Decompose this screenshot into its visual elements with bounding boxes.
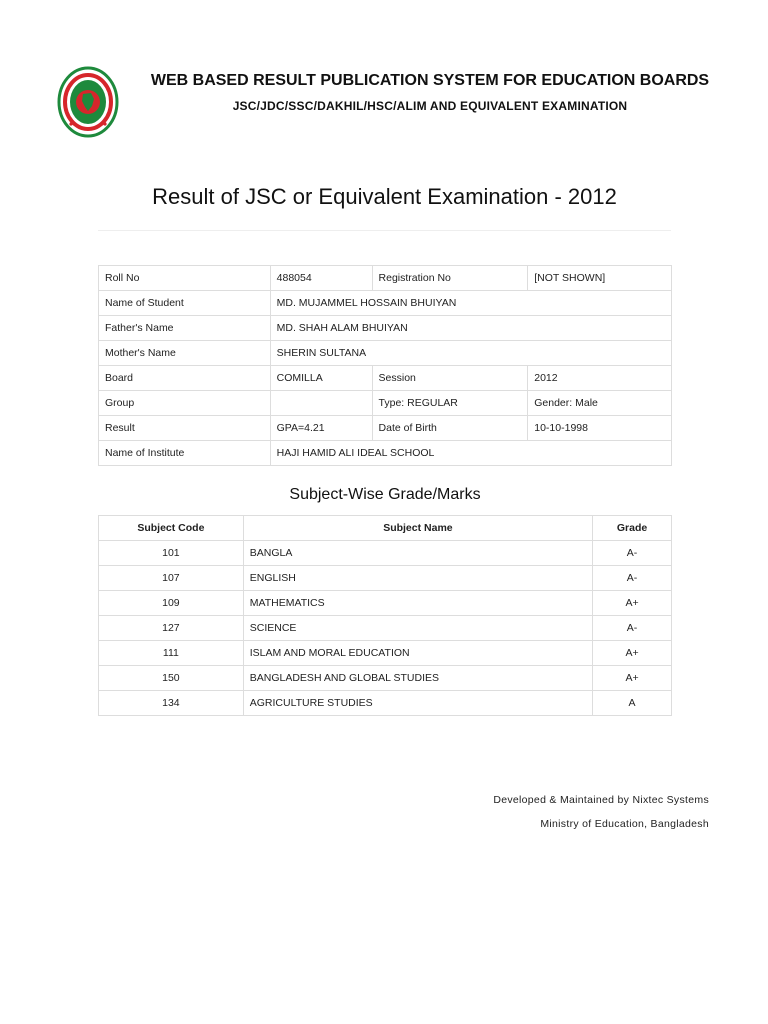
bangladesh-government-seal-icon bbox=[57, 66, 119, 138]
table-row bbox=[99, 366, 672, 391]
developer-credit: Developed & Maintained by Nixtec Systems bbox=[493, 794, 709, 806]
table-row bbox=[99, 416, 672, 441]
registration-value: [NOT SHOWN] bbox=[528, 266, 672, 291]
table-row bbox=[99, 291, 672, 316]
column-header-grade: Grade bbox=[593, 516, 672, 541]
session-value: 2012 bbox=[528, 366, 672, 391]
table-row bbox=[99, 566, 672, 591]
subject-code: 109 bbox=[99, 591, 244, 616]
father-name-label: Father's Name bbox=[99, 316, 271, 341]
institute-label: Name of Institute bbox=[99, 441, 271, 466]
divider bbox=[98, 230, 671, 231]
result-label: Result bbox=[99, 416, 271, 441]
table-row bbox=[99, 441, 672, 466]
site-title: WEB BASED RESULT PUBLICATION SYSTEM FOR EDUCATION BOARDS bbox=[150, 72, 710, 89]
page-header bbox=[0, 0, 768, 150]
subject-grade: A+ bbox=[593, 666, 672, 691]
subject-grade: A- bbox=[593, 616, 672, 641]
dob-value: 10-10-1998 bbox=[528, 416, 672, 441]
table-row bbox=[99, 591, 672, 616]
subject-name: BANGLADESH AND GLOBAL STUDIES bbox=[243, 666, 592, 691]
institute-value: HAJI HAMID ALI IDEAL SCHOOL bbox=[270, 441, 671, 466]
roll-value: 488054 bbox=[270, 266, 372, 291]
student-name-label: Name of Student bbox=[99, 291, 271, 316]
table-row bbox=[99, 341, 672, 366]
subject-grade: A- bbox=[593, 541, 672, 566]
result-value: GPA=4.21 bbox=[270, 416, 372, 441]
roll-label: Roll No bbox=[99, 266, 271, 291]
subject-name: ISLAM AND MORAL EDUCATION bbox=[243, 641, 592, 666]
table-row bbox=[99, 616, 672, 641]
subject-code: 150 bbox=[99, 666, 244, 691]
table-row bbox=[99, 666, 672, 691]
table-row bbox=[99, 266, 672, 291]
subject-code: 111 bbox=[99, 641, 244, 666]
board-label: Board bbox=[99, 366, 271, 391]
type-value: Type: REGULAR bbox=[372, 391, 528, 416]
registration-label: Registration No bbox=[372, 266, 528, 291]
subject-name: BANGLA bbox=[243, 541, 592, 566]
site-subtitle: JSC/JDC/SSC/DAKHIL/HSC/ALIM AND EQUIVALENT EXAMINATION bbox=[232, 99, 628, 113]
subject-code: 127 bbox=[99, 616, 244, 641]
group-label: Group bbox=[99, 391, 271, 416]
subject-code: 107 bbox=[99, 566, 244, 591]
table-row bbox=[99, 691, 672, 716]
subject-name: MATHEMATICS bbox=[243, 591, 592, 616]
mother-name-value: SHERIN SULTANA bbox=[270, 341, 671, 366]
table-row bbox=[99, 316, 672, 341]
group-value bbox=[270, 391, 372, 416]
column-header-subject-name: Subject Name bbox=[243, 516, 592, 541]
subject-grade: A- bbox=[593, 566, 672, 591]
subject-grade: A+ bbox=[593, 641, 672, 666]
subject-grade: A bbox=[593, 691, 672, 716]
table-row bbox=[99, 391, 672, 416]
board-value: COMILLA bbox=[270, 366, 372, 391]
grades-table bbox=[98, 515, 672, 716]
subject-code: 134 bbox=[99, 691, 244, 716]
subject-name: ENGLISH bbox=[243, 566, 592, 591]
subject-code: 101 bbox=[99, 541, 244, 566]
student-info-table bbox=[98, 265, 672, 466]
father-name-value: MD. SHAH ALAM BHUIYAN bbox=[270, 316, 671, 341]
subject-grade: A+ bbox=[593, 591, 672, 616]
mother-name-label: Mother's Name bbox=[99, 341, 271, 366]
session-label: Session bbox=[372, 366, 528, 391]
column-header-subject-code: Subject Code bbox=[99, 516, 244, 541]
student-name-value: MD. MUJAMMEL HOSSAIN BHUIYAN bbox=[270, 291, 671, 316]
table-row bbox=[99, 541, 672, 566]
ministry-credit: Ministry of Education, Bangladesh bbox=[540, 818, 709, 830]
table-row bbox=[99, 641, 672, 666]
grades-section-title: Subject-Wise Grade/Marks bbox=[289, 486, 481, 503]
dob-label: Date of Birth bbox=[372, 416, 528, 441]
table-header-row bbox=[99, 516, 672, 541]
gender-value: Gender: Male bbox=[528, 391, 672, 416]
page-title: Result of JSC or Equivalent Examination - 2012 bbox=[152, 184, 617, 209]
subject-name: AGRICULTURE STUDIES bbox=[243, 691, 592, 716]
subject-name: SCIENCE bbox=[243, 616, 592, 641]
